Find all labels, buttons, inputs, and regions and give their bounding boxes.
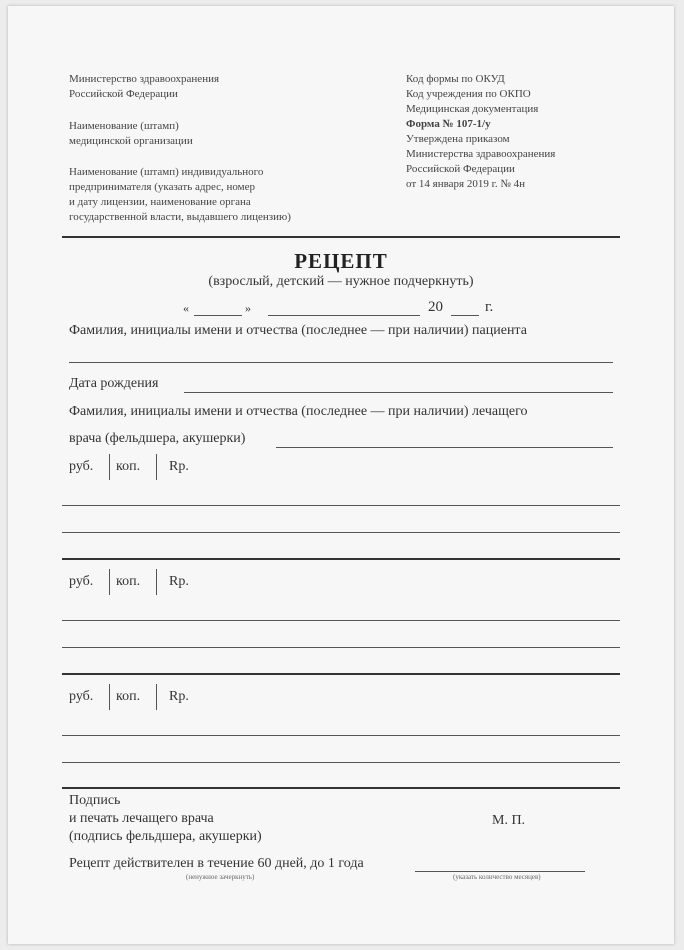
order-date: от 14 января 2019 г. № 4н (406, 178, 526, 190)
rx-line[interactable] (62, 762, 620, 763)
ip-stamp-label-line2: предпринимателя (указать адрес, номер (69, 181, 256, 193)
rub-divider (109, 569, 110, 595)
ip-stamp-label-line1: Наименование (штамп) индивидуального (69, 166, 264, 178)
kop-divider (156, 684, 157, 710)
signature-label-line1: Подпись (69, 793, 121, 808)
rx-line[interactable] (62, 532, 620, 533)
kop-divider (156, 454, 157, 480)
org-stamp-label-line2: медицинской организации (69, 135, 193, 147)
date-open-quote: « (183, 301, 189, 315)
rub-label: руб. (69, 689, 94, 704)
ministry-label-line2: Российской Федерации (69, 88, 178, 100)
rp-label: Rp. (169, 574, 189, 589)
birth-date-field[interactable] (184, 392, 613, 393)
doctor-name-field[interactable] (276, 447, 613, 448)
rub-label: руб. (69, 574, 94, 589)
ministry-label-line1: Министерство здравоохранения (69, 73, 220, 85)
validity-label: Рецепт действителен в течение 60 дней, до 1 года (69, 856, 364, 871)
kop-divider (156, 569, 157, 595)
year-suffix: г. (485, 299, 494, 315)
date-close-quote: » (245, 301, 251, 315)
signature-label-line3: (подпись фельдшера, акушерки) (69, 829, 262, 844)
rub-divider (109, 684, 110, 710)
rp-label: Rp. (169, 689, 189, 704)
patient-name-label: Фамилия, инициалы имени и отчества (последнее — при наличии) пациента (69, 323, 527, 338)
validity-hint-right: (указать количество месяцев) (453, 873, 541, 881)
rub-label: руб. (69, 459, 94, 474)
med-docs-label: Медицинская документация (406, 103, 539, 115)
okpo-label: Код учреждения по ОКПО (406, 88, 531, 100)
year-field[interactable] (451, 315, 479, 316)
birth-date-label: Дата рождения (69, 376, 159, 391)
validity-months-field[interactable] (415, 871, 585, 872)
approved-label: Утверждена приказом (406, 133, 510, 145)
rx-line[interactable] (62, 505, 620, 506)
approving-ministry-line2: Российской Федерации (406, 163, 515, 175)
rx-line[interactable] (62, 620, 620, 621)
rx-block-divider (62, 787, 620, 789)
doctor-name-label-line2: врача (фельдшера, акушерки) (69, 431, 246, 446)
rx-block-divider (62, 673, 620, 675)
ip-stamp-label-line3: и дату лицензии, наименование органа (69, 196, 251, 208)
signature-label-line2: и печать лечащего врача (69, 811, 214, 826)
form-subtitle: (взрослый, детский — нужное подчеркнуть) (208, 274, 474, 289)
patient-name-field[interactable] (69, 362, 613, 363)
rx-line[interactable] (62, 647, 620, 648)
approving-ministry-line1: Министерства здравоохранения (406, 148, 556, 160)
form-number: Форма № 107-1/у (406, 118, 491, 130)
day-field[interactable] (194, 315, 242, 316)
rx-line[interactable] (62, 735, 620, 736)
stamp-label: М. П. (492, 813, 526, 828)
org-stamp-label-line1: Наименование (штамп) (69, 120, 179, 132)
header-divider (62, 236, 620, 238)
rp-label: Rp. (169, 459, 189, 474)
kop-label: коп. (116, 689, 141, 704)
year-prefix: 20 (428, 299, 443, 315)
validity-hint-left: (ненужное зачеркнуть) (186, 873, 255, 881)
kop-label: коп. (116, 459, 141, 474)
prescription-form-sheet (8, 6, 674, 944)
month-field[interactable] (268, 315, 420, 316)
doctor-name-label-line1: Фамилия, инициалы имени и отчества (последнее — при наличии) лечащего (69, 404, 528, 419)
ip-stamp-label-line4: государственной власти, выдавшего лицензию) (69, 211, 291, 223)
rub-divider (109, 454, 110, 480)
form-title: РЕЦЕПТ (294, 249, 388, 273)
kop-label: коп. (116, 574, 141, 589)
okud-label: Код формы по ОКУД (406, 73, 505, 85)
rx-block-divider (62, 558, 620, 560)
